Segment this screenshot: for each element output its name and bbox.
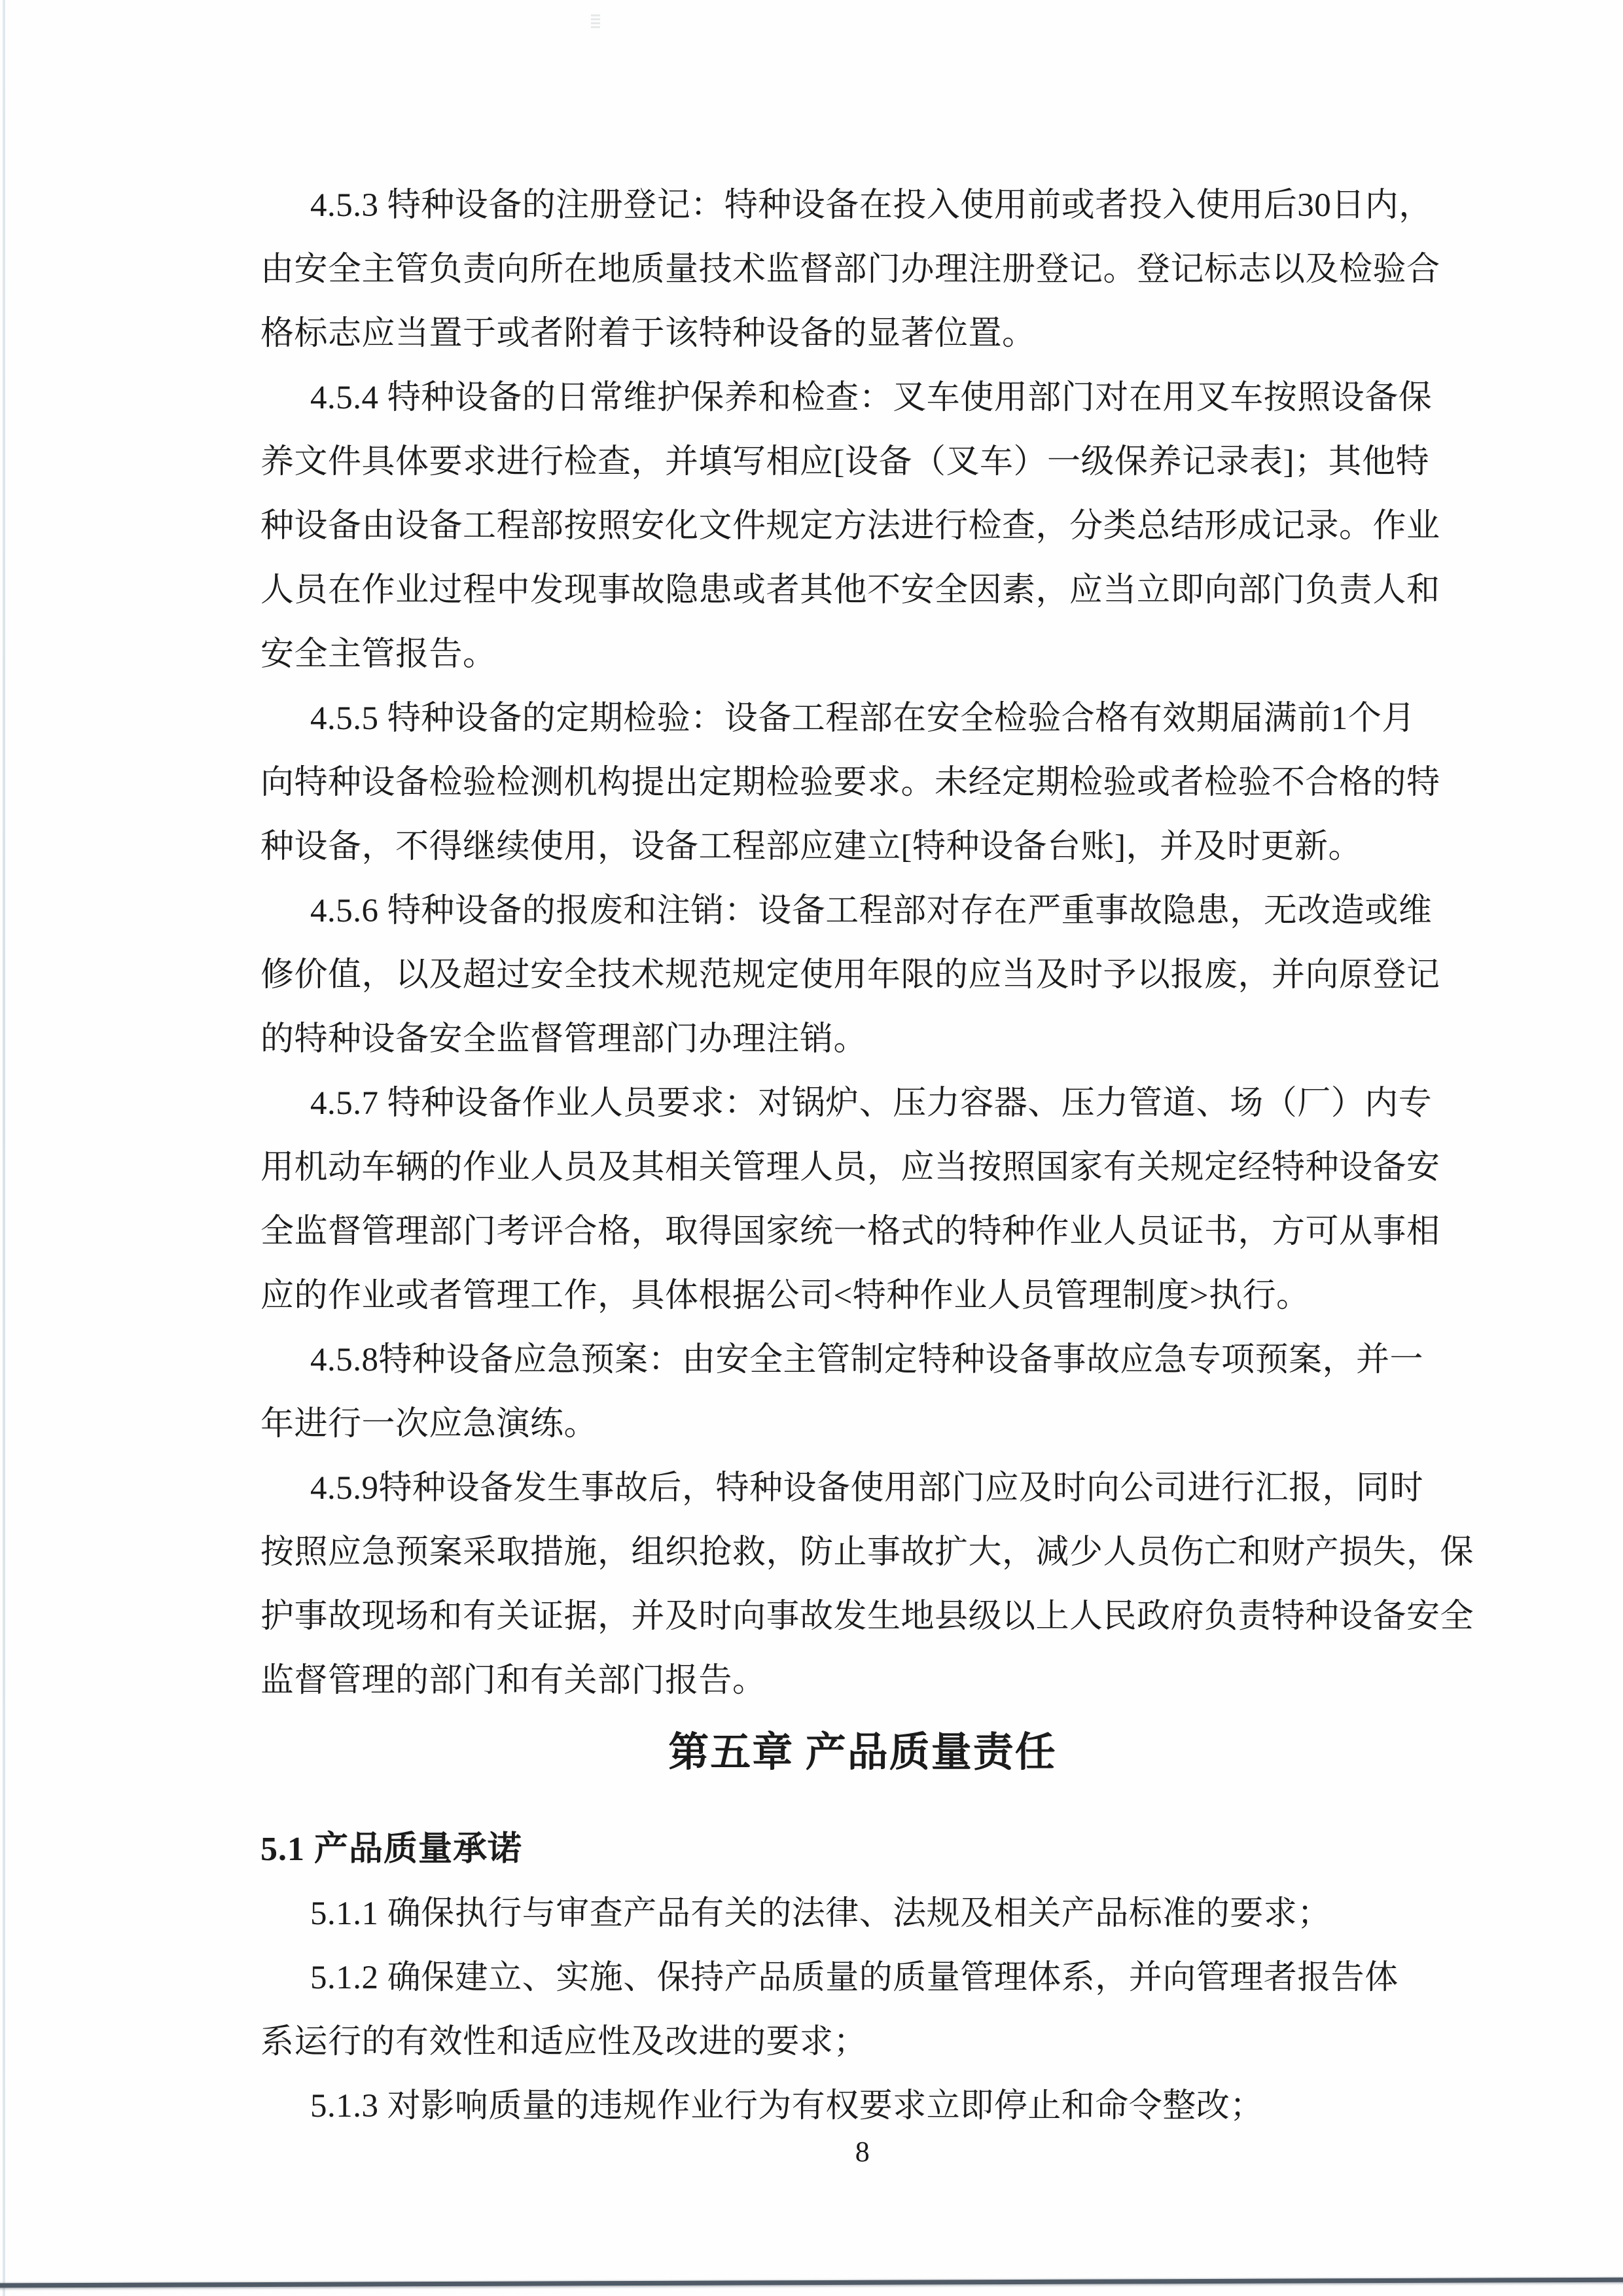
paragraph-line: 由安全主管负责向所在地质量技术监督部门办理注册登记。登记标志以及检验合	[260, 251, 1440, 288]
paragraph-line: 4.5.9特种设备发生事故后，特种设备使用部门应及时向公司进行汇报，同时	[310, 1470, 1424, 1507]
paragraph-line: 监督管理的部门和有关部门报告。	[260, 1662, 766, 1699]
paragraph-line: 4.5.5 特种设备的定期检验：设备工程部在安全检验合格有效期届满前1个月	[310, 700, 1416, 737]
paragraph-line: 4.5.6 特种设备的报废和注销：设备工程部对存在严重事故隐患，无改造或维	[310, 893, 1433, 929]
paragraph-line: 4.5.7 特种设备作业人员要求：对锅炉、压力容器、压力管道、场（厂）内专	[310, 1085, 1433, 1122]
paragraph-line: 全监督管理部门考评合格，取得国家统一格式的特种作业人员证书，方可从事相	[260, 1213, 1440, 1250]
paragraph-line: 5.1.1 确保执行与审查产品有关的法律、法规及相关产品标准的要求；	[310, 1895, 1331, 1932]
paragraph-line: 系运行的有效性和适应性及改进的要求；	[260, 2024, 868, 2060]
scan-bottom-edge-artifact	[0, 2278, 1623, 2288]
paragraph-line: 用机动车辆的作业人员及其相关管理人员，应当按照国家有关规定经特种设备安	[260, 1149, 1440, 1186]
paragraph-line: 4.5.3 特种设备的注册登记：特种设备在投入使用前或者投入使用后30日内，	[310, 187, 1433, 224]
document-text-block	[260, 0, 1474, 2175]
paragraph-line: 4.5.8特种设备应急预案：由安全主管制定特种设备事故应急专项预案，并一	[310, 1342, 1424, 1378]
chapter-heading: 第五章 产品质量责任	[668, 1731, 1057, 1775]
paragraph-line: 养文件具体要求进行检查，并填写相应[设备（叉车）一级保养记录表]；其他特	[260, 444, 1429, 480]
paragraph-line: 按照应急预案采取措施，组织抢救，防止事故扩大，减少人员伤亡和财产损失，保	[260, 1534, 1474, 1571]
paragraph-line: 格标志应当置于或者附着于该特种设备的显著位置。	[260, 315, 1036, 352]
paragraph-line: 应的作业或者管理工作，具体根据公司<特种作业人员管理制度>执行。	[260, 1278, 1310, 1314]
paragraph-line: 安全主管报告。	[260, 636, 497, 673]
paragraph-line: 的特种设备安全监督管理部门办理注销。	[260, 1021, 868, 1058]
paragraph-line: 护事故现场和有关证据，并及时向事故发生地县级以上人民政府负责特种设备安全	[260, 1598, 1474, 1635]
paragraph-line: 5.1.3 对影响质量的违规作业行为有权要求立即停止和命令整改；	[310, 2088, 1264, 2125]
paragraph-line: 5.1.2 确保建立、实施、保持产品质量的质量管理体系，并向管理者报告体	[310, 1960, 1399, 1996]
paragraph-line: 4.5.4 特种设备的日常维护保养和检查：叉车使用部门对在用叉车按照设备保	[310, 380, 1433, 416]
paragraph-line: 种设备，不得继续使用，设备工程部应建立[特种设备台账]，并及时更新。	[260, 829, 1362, 865]
paragraph-line: 人员在作业过程中发现事故隐患或者其他不安全因素，应当立即向部门负责人和	[260, 572, 1440, 609]
paragraph-line: 向特种设备检验检测机构提出定期检验要求。未经定期检验或者检验不合格的特	[260, 764, 1440, 801]
scan-left-edge-artifact	[3, 0, 5, 2296]
paragraph-line: 修价值，以及超过安全技术规范规定使用年限的应当及时予以报废，并向原登记	[260, 957, 1440, 994]
page-number: 8	[855, 2136, 870, 2168]
paragraph-line: 种设备由设备工程部按照安化文件规定方法进行检查，分类总结形成记录。作业	[260, 508, 1440, 545]
section-heading: 5.1 产品质量承诺	[260, 1831, 523, 1868]
paragraph-line: 年进行一次应急演练。	[260, 1406, 598, 1443]
